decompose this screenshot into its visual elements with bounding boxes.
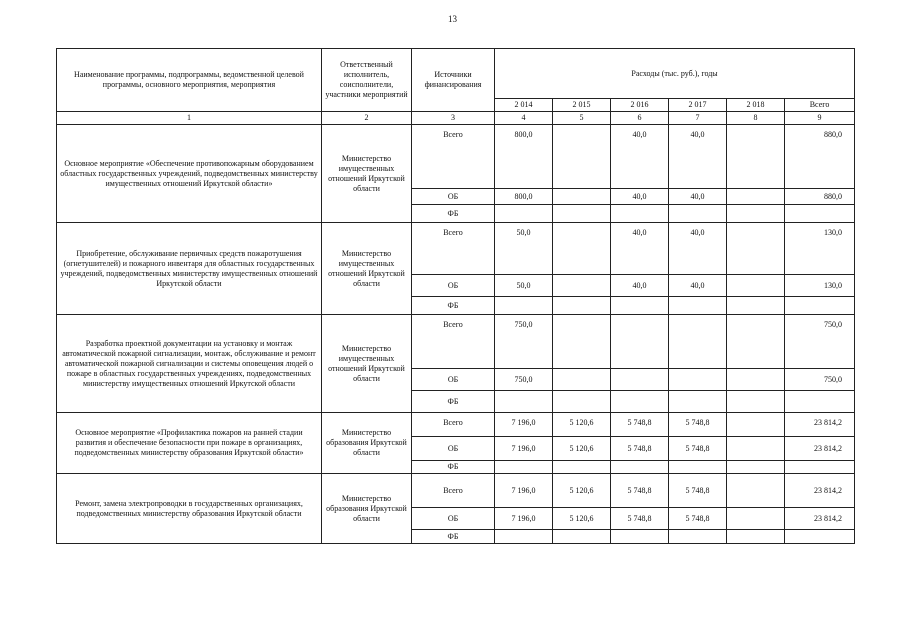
header-year: 2 018 (727, 99, 785, 112)
amount-cell (669, 461, 727, 474)
table-row (57, 223, 855, 275)
amount-cell (669, 369, 727, 391)
amount-cell: 5 748,8 (611, 413, 669, 437)
amount-cell (727, 461, 785, 474)
funding-source: ОБ (412, 437, 495, 461)
amount-cell: 5 748,8 (611, 437, 669, 461)
amount-cell (553, 530, 611, 544)
header-expenses: Расходы (тыс. руб.), годы (495, 49, 855, 99)
funding-source: ФБ (412, 205, 495, 223)
amount-cell: 40,0 (669, 275, 727, 297)
amount-cell: 7 196,0 (495, 474, 553, 508)
total-cell: 130,0 (785, 223, 855, 275)
amount-cell: 40,0 (669, 125, 727, 189)
index-cell: 6 (611, 112, 669, 125)
amount-cell: 40,0 (611, 189, 669, 205)
funding-source: Всего (412, 315, 495, 369)
expenses-table (56, 48, 855, 544)
amount-cell (727, 474, 785, 508)
amount-cell: 7 196,0 (495, 413, 553, 437)
amount-cell: 5 748,8 (669, 437, 727, 461)
amount-cell: 5 748,8 (669, 413, 727, 437)
amount-cell: 40,0 (669, 223, 727, 275)
amount-cell (553, 189, 611, 205)
total-cell: 750,0 (785, 315, 855, 369)
amount-cell (727, 530, 785, 544)
activity-name: Основное мероприятие «Обеспечение противопожарным оборудованием областных государственных учреждений, подведомственных министерству имущественных отношений Иркутской области» (57, 125, 322, 223)
amount-cell: 750,0 (495, 369, 553, 391)
amount-cell (727, 125, 785, 189)
activity-name: Разработка проектной документации на установку и монтаж автоматической пожарной сигнализации, монтаж, обслуживание и ремонт автоматической пожарной сигнализации и системы оповещения людей о пожаре в областных государственных учреждениях, подведомственных министерству имущественных отношений Иркутской области (57, 315, 322, 413)
total-cell (785, 391, 855, 413)
amount-cell: 7 196,0 (495, 508, 553, 530)
funding-source: ФБ (412, 391, 495, 413)
total-cell (785, 530, 855, 544)
header-year: 2 016 (611, 99, 669, 112)
total-cell: 750,0 (785, 369, 855, 391)
funding-source: Всего (412, 474, 495, 508)
amount-cell: 50,0 (495, 275, 553, 297)
amount-cell (611, 205, 669, 223)
amount-cell (727, 223, 785, 275)
amount-cell: 5 120,6 (553, 508, 611, 530)
header-total: Всего (785, 99, 855, 112)
activity-name: Ремонт, замена электропроводки в государственных организациях, подведомственных министерству образования Иркутской области (57, 474, 322, 544)
funding-source: ОБ (412, 275, 495, 297)
amount-cell (727, 369, 785, 391)
amount-cell: 40,0 (611, 125, 669, 189)
amount-cell (495, 205, 553, 223)
amount-cell: 5 748,8 (669, 508, 727, 530)
amount-cell (727, 275, 785, 297)
total-cell: 880,0 (785, 189, 855, 205)
amount-cell (727, 508, 785, 530)
funding-source: Всего (412, 223, 495, 275)
responsible-org: Министерство образования Иркутской области (322, 413, 412, 474)
header-year: 2 014 (495, 99, 553, 112)
amount-cell (553, 205, 611, 223)
amount-cell (669, 391, 727, 413)
amount-cell (553, 391, 611, 413)
amount-cell (553, 297, 611, 315)
header-year: 2 017 (669, 99, 727, 112)
index-cell: 2 (322, 112, 412, 125)
table-row (57, 413, 855, 437)
amount-cell (553, 275, 611, 297)
amount-cell (553, 369, 611, 391)
amount-cell (727, 297, 785, 315)
index-cell: 9 (785, 112, 855, 125)
amount-cell: 40,0 (669, 189, 727, 205)
total-cell: 880,0 (785, 125, 855, 189)
amount-cell (669, 205, 727, 223)
amount-cell: 5 120,6 (553, 474, 611, 508)
amount-cell (669, 530, 727, 544)
funding-source: ОБ (412, 369, 495, 391)
amount-cell (727, 437, 785, 461)
funding-source: ОБ (412, 508, 495, 530)
amount-cell: 5 748,8 (669, 474, 727, 508)
index-cell: 1 (57, 112, 322, 125)
amount-cell: 750,0 (495, 315, 553, 369)
amount-cell (727, 205, 785, 223)
amount-cell (611, 297, 669, 315)
amount-cell: 40,0 (611, 223, 669, 275)
index-cell: 3 (412, 112, 495, 125)
index-cell: 4 (495, 112, 553, 125)
funding-source: Всего (412, 125, 495, 189)
total-cell (785, 297, 855, 315)
total-cell: 130,0 (785, 275, 855, 297)
header-responsible: Ответственный исполнитель, соисполнители, участники мероприятий (322, 49, 412, 112)
amount-cell (727, 391, 785, 413)
total-cell (785, 205, 855, 223)
amount-cell (611, 391, 669, 413)
index-cell: 7 (669, 112, 727, 125)
amount-cell (611, 530, 669, 544)
amount-cell (495, 530, 553, 544)
index-cell: 8 (727, 112, 785, 125)
page-number: 13 (448, 14, 457, 24)
table-body (57, 125, 855, 544)
total-cell: 23 814,2 (785, 474, 855, 508)
activity-name: Основное мероприятие «Профилактика пожаров на ранней стадии развития и обеспечение безопасности при пожаре в организациях, подведомственных министерству образования Иркутской области» (57, 413, 322, 474)
activity-name: Приобретение, обслуживание первичных средств пожаротушения (огнетушителей) и пожарного инвентаря для областных государственных учреждений, подведомственных министерству имущественных отношений Иркутской области (57, 223, 322, 315)
amount-cell: 5 120,6 (553, 437, 611, 461)
amount-cell (611, 315, 669, 369)
amount-cell (553, 315, 611, 369)
amount-cell (553, 223, 611, 275)
amount-cell (611, 369, 669, 391)
table-row (57, 315, 855, 369)
header-name: Наименование программы, подпрограммы, ведомственной целевой программы, основного мероприятия, мероприятия (57, 49, 322, 112)
amount-cell: 50,0 (495, 223, 553, 275)
responsible-org: Министерство имущественных отношений Иркутской области (322, 315, 412, 413)
amount-cell: 800,0 (495, 189, 553, 205)
amount-cell: 40,0 (611, 275, 669, 297)
amount-cell (611, 461, 669, 474)
amount-cell (553, 125, 611, 189)
header-year: 2 015 (553, 99, 611, 112)
amount-cell (553, 461, 611, 474)
funding-source: Всего (412, 413, 495, 437)
amount-cell (495, 297, 553, 315)
table-row (57, 474, 855, 508)
table-row (57, 125, 855, 189)
amount-cell (727, 189, 785, 205)
amount-cell: 5 120,6 (553, 413, 611, 437)
amount-cell: 5 748,8 (611, 474, 669, 508)
amount-cell (727, 413, 785, 437)
total-cell: 23 814,2 (785, 413, 855, 437)
responsible-org: Министерство образования Иркутской области (322, 474, 412, 544)
amount-cell (727, 315, 785, 369)
funding-source: ФБ (412, 530, 495, 544)
responsible-org: Министерство имущественных отношений Иркутской области (322, 223, 412, 315)
amount-cell: 5 748,8 (611, 508, 669, 530)
responsible-org: Министерство имущественных отношений Иркутской области (322, 125, 412, 223)
funding-source: ФБ (412, 297, 495, 315)
amount-cell (669, 315, 727, 369)
amount-cell: 7 196,0 (495, 437, 553, 461)
amount-cell (495, 461, 553, 474)
amount-cell (495, 391, 553, 413)
funding-source: ОБ (412, 189, 495, 205)
amount-cell: 800,0 (495, 125, 553, 189)
amount-cell (669, 297, 727, 315)
total-cell: 23 814,2 (785, 508, 855, 530)
total-cell (785, 461, 855, 474)
funding-source: ФБ (412, 461, 495, 474)
header-sources: Источники финансирования (412, 49, 495, 112)
index-cell: 5 (553, 112, 611, 125)
total-cell: 23 814,2 (785, 437, 855, 461)
